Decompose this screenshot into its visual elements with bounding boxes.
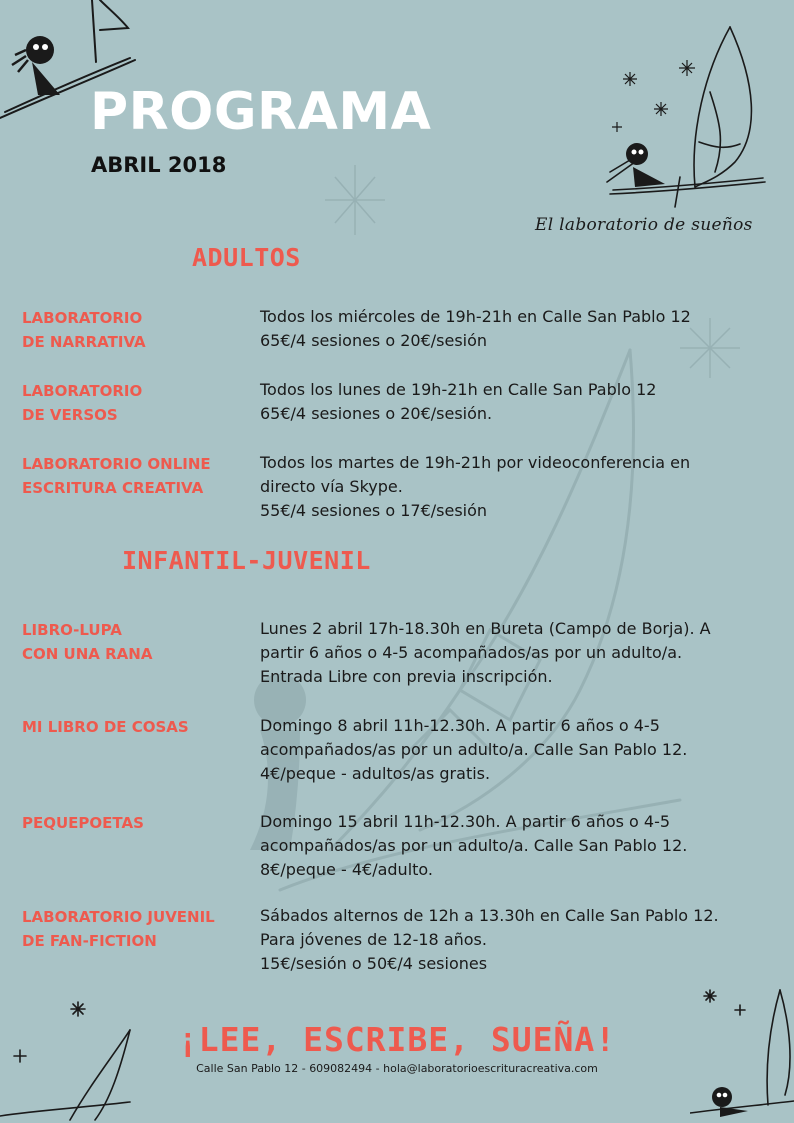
workshop-name: LABORATORIO ONLINE ESCRITURA CREATIVA [22, 455, 211, 497]
description-line: Todos los miércoles de 19h-21h en Calle San Pablo 12 [260, 307, 691, 326]
description-line: Lunes 2 abril 17h-18.30h en Bureta (Campo de Borja). A [260, 619, 711, 638]
description-line: 4€/peque - adultos/as gratis. [260, 764, 491, 783]
description-line: Todos los martes de 19h-21h por videoconferencia en [260, 453, 691, 472]
page-title: PROGRAMA [90, 82, 432, 142]
description-line: Domingo 8 abril 11h-12.30h. A partir 6 años o 4-5 [260, 716, 660, 735]
workshop-description [260, 617, 760, 689]
description-line: 15€/sesión o 50€/4 sesiones [260, 954, 488, 973]
description-line: Para jóvenes de 12-18 años. [260, 930, 487, 949]
description-line: directo vía Skype. [260, 477, 403, 496]
workshop-description [260, 378, 760, 426]
sparkle-icon [325, 165, 385, 235]
workshop-description [260, 904, 760, 976]
description-line: Entrada Libre con previa inscripción. [260, 667, 553, 686]
slogan: ¡LEE, ESCRIBE, SUEÑA! [177, 1020, 617, 1059]
workshop-name: LABORATORIO DE VERSOS [22, 382, 143, 424]
brand-signature: El laboratorio de sueños [535, 215, 753, 235]
page-subtitle: ABRIL 2018 [91, 153, 227, 177]
section-heading-infantil-juvenil: INFANTIL-JUVENIL [122, 546, 371, 575]
contact-info: Calle San Pablo 12 - 609082494 - hola@laboratorioescrituracreativa.com [196, 1062, 598, 1075]
description-line: 8€/peque - 4€/adulto. [260, 860, 433, 879]
workshop-description [260, 451, 760, 523]
description-line: Todos los lunes de 19h-21h en Calle San Pablo 12 [260, 380, 657, 399]
description-line: Domingo 15 abril 11h-12.30h. A partir 6 años o 4-5 [260, 812, 671, 831]
workshop-name: LABORATORIO DE NARRATIVA [22, 309, 146, 351]
workshop-description [260, 305, 760, 353]
section-heading-adultos: ADULTOS [192, 243, 301, 272]
workshop-name: PEQUEPOETAS [22, 814, 144, 832]
description-line: acompañados/as por un adulto/a. Calle San Pablo 12. [260, 740, 688, 759]
workshop-description [260, 714, 760, 786]
description-line: 65€/4 sesiones o 20€/sesión. [260, 404, 493, 423]
workshop-description [260, 810, 760, 882]
description-line: acompañados/as por un adulto/a. Calle San Pablo 12. [260, 836, 688, 855]
workshop-name: MI LIBRO DE COSAS [22, 718, 189, 736]
description-line: 55€/4 sesiones o 17€/sesión [260, 501, 488, 520]
workshop-name: LIBRO-LUPA CON UNA RANA [22, 621, 153, 663]
workshop-name: LABORATORIO JUVENIL DE FAN-FICTION [22, 908, 215, 950]
description-line: partir 6 años o 4-5 acompañados/as por un adulto/a. [260, 643, 683, 662]
description-line: Sábados alternos de 12h a 13.30h en Calle San Pablo 12. [260, 906, 719, 925]
brand-boat-logo [595, 22, 775, 217]
description-line: 65€/4 sesiones o 20€/sesión [260, 331, 488, 350]
